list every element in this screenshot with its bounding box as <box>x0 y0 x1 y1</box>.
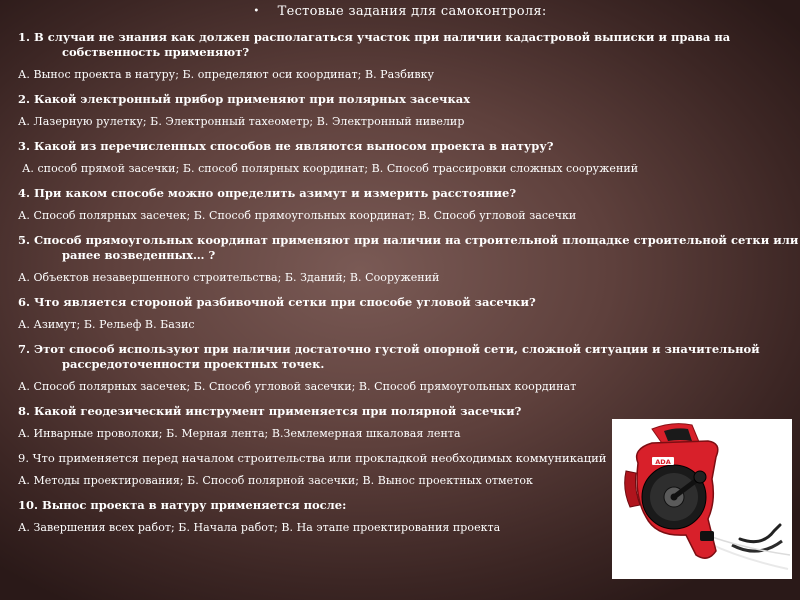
question-8: 8. Какой геодезический инструмент применяется при полярной засечки? <box>18 404 522 418</box>
question-7: 7. Этот способ используют при наличии достаточно густой опорной сети, сложной ситуации и значительной рассредоточенности проектных точек. <box>18 342 760 371</box>
list-item <box>18 295 788 332</box>
question-10: 10. Вынос проекта в натуру применяется после: <box>18 498 347 512</box>
list-item <box>18 233 799 285</box>
svg-text:ADA: ADA <box>655 458 671 466</box>
question-9: 9. Что применяется перед началом строительства или прокладкой необходимых коммуникаций <box>18 451 607 465</box>
list-item <box>18 30 788 82</box>
list-item <box>18 342 788 394</box>
answer-6: А. Азимут; Б. Рельеф В. Базис <box>18 318 195 331</box>
question-3: 3. Какой из перечисленных способов не являются выносом проекта в натуру? <box>18 139 554 153</box>
title-bullet: • <box>253 6 260 17</box>
answer-4: А. Способ полярных засечек; Б. Способ прямоугольных координат; В. Способ угловой засечки <box>18 209 577 222</box>
question-1: 1. В случаи не знания как должен располагаться участок при наличии кадастровой выписки и права на собственность применяют? <box>18 30 731 59</box>
answer-5: А. Объектов незавершенного строительства; Б. Зданий; В. Сооружений <box>18 271 440 284</box>
list-item <box>18 139 788 176</box>
title-text: Тестовые задания для самоконтроля: <box>277 4 547 19</box>
question-2: 2. Какой электронный прибор применяют при полярных засечках <box>18 92 471 106</box>
list-item <box>18 92 788 129</box>
answer-1: А. Вынос проекта в натуру; Б. определяют оси координат; В. Разбивку <box>18 68 435 81</box>
question-6: 6. Что является стороной разбивочной сетки при способе угловой засечки? <box>18 295 536 309</box>
slide-title <box>0 4 800 19</box>
question-5: 5. Способ прямоугольных координат применяют при наличии на строительной площадке строительной сетки или ранее возведенных… ? <box>18 233 799 262</box>
measuring-tape-icon <box>612 419 792 579</box>
answer-10: А. Завершения всех работ; Б. Начала работ; В. На этапе проектирования проекта <box>18 521 501 534</box>
answer-2: А. Лазерную рулетку; Б. Электронный тахеометр; В. Электронный нивелир <box>18 115 465 128</box>
measuring-tape-image <box>612 419 792 579</box>
answer-7: А. Способ полярных засечек; Б. Способ угловой засечки; В. Способ прямоугольных координат <box>18 380 577 393</box>
answer-3: А. способ прямой засечки; Б. способ полярных координат; В. Способ трассировки сложных сооружений <box>22 162 639 175</box>
answer-8: А. Инварные проволоки; Б. Мерная лента; В.Землемерная шкаловая лента <box>18 427 461 440</box>
answer-9: А. Методы проектирования; Б. Способ полярной засечки; В. Вынос проектных отметок <box>18 474 533 487</box>
list-item <box>18 186 788 223</box>
question-4: 4. При каком способе можно определить азимут и измерить расстояние? <box>18 186 517 200</box>
